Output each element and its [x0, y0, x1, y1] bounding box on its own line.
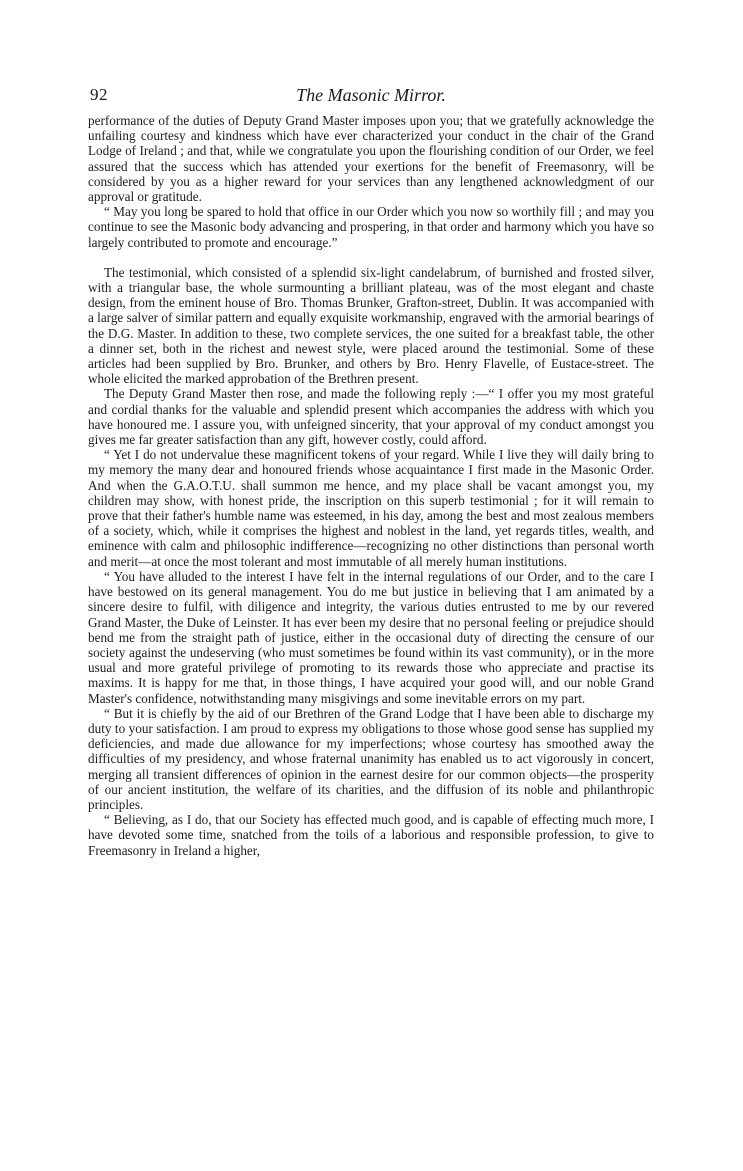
paragraph-reply-opening: The Deputy Grand Master then rose, and made the following reply :—“ I offer you my most grateful and cordial thanks for the valuable and splendid present which accompanies the address with which you have honoured me. I assure you, with unfeigned sincerity, that your approval of my conduct amongst you gives me far greater satisfaction than any gift, however costly, could afford.: [88, 386, 654, 448]
paragraph-testimonial-description: The testimonial, which consisted of a splendid six-light candelabrum, of burnished and frosted silver, with a triangular base, the whole surmounting a brilliant plateau, was of the most elegant and chaste design, from the eminent house of Bro. Thomas Brunker, Grafton-street, Dublin. It was accompanied with a large salver of similar pattern and equally exquisite workmanship, engraved with the armorial bearings of the D.G. Master. In addition to these, two complete services, the one suited for a breakfast table, the other a dinner set, both in the richest and newest style, were placed around the testimonial. Some of these articles had been supplied by Bro. Brunker, and others by Bro. Henry Flavelle, of Eustace-street. The whole elicited the marked approbation of the Brethren present.: [88, 264, 654, 387]
paragraph-address-continued: performance of the duties of Deputy Grand Master imposes upon you; that we gratefully acknowledge the unfailing courtesy and kindness which have ever characterized your conduct in the chair of the Grand Lodge of Ireland ; and that, while we congratulate you upon the flourishing condition of our Order, we feel assured that the success which has attended your exertions for the benefit of Freemasonry, will be considered by you as a higher reward for your services than any lengthened acknowledgment of our approval or gratitude.: [88, 113, 654, 205]
running-title: The Masonic Mirror.: [296, 85, 446, 105]
article-body: [88, 113, 654, 858]
paragraph-reply-brethren: “ But it is chiefly by the aid of our Brethren of the Grand Lodge that I have been able to discharge my duty to your satisfaction. I am proud to express my obligations to those whose good sense has supplied my deficiencies, and made due allowance for my imperfections; whose courtesy has smoothed away the difficulties of my presidency, and whose fraternal unanimity has enabled us to act vigorously in concert, merging all transient differences of opinion in the earnest desire for our common objects—the prosperity of our ancient institution, the welfare of its charities, and the diffusion of its noble and philanthropic principles.: [88, 705, 654, 812]
page-header: [88, 83, 654, 113]
paragraph-address-closing: “ May you long be spared to hold that office in our Order which you now so worthily fill ; and may you continue to see the Masonic body advancing and prospering, in that order and harmony which you have so largely contributed to promote and encourage.”: [88, 204, 654, 250]
paragraph-reply-society: “ Believing, as I do, that our Society has effected much good, and is capable of effecting much more, I have devoted some time, snatched from the toils of a laborious and responsible profession, to give to Freemasonry in Ireland a higher,: [88, 812, 654, 858]
page-number: 92: [90, 85, 108, 104]
paragraph-reply-tokens: “ Yet I do not undervalue these magnificent tokens of your regard. While I live they will daily bring to my memory the many dear and honoured friends whose acquaintance I first made in the Masonic Order. And when the G.A.O.T.U. shall summon me hence, and my place shall be vacant amongst you, my children may show, with honest pride, the inscription on this superb testimonial ; for it will remain to prove that their father's humble name was esteemed, in his day, among the best and most zealous members of a society, which, while it comprises the highest and noblest in the land, yet regards titles, wealth, and eminence with calm and philosophic indifference—recognizing no other distinctions than personal worth and merit—at once the most tolerant and most immutable of all merely human institutions.: [88, 447, 654, 569]
paragraph-reply-regulations: “ You have alluded to the interest I have felt in the internal regulations of our Order, and to the care I have bestowed on its general management. You do me but justice in believing that I am animated by a sincere desire to fulfil, with diligence and integrity, the various duties entrusted to me by our revered Grand Master, the Duke of Leinster. It has ever been my desire that no personal feeling or prejudice should bend me from the straight path of justice, either in the occasional duty of directing the censure of our society against the undeserving (who must sometimes be found within its vast community), or in the more usual and more grateful privilege of promoting to its rewards those who appreciate and practise its maxims. It is happy for me that, in those things, I have acquired your good will, and our noble Grand Master's confidence, notwithstanding many misgivings and some inevitable errors on my part.: [88, 568, 654, 706]
magazine-page: [88, 83, 654, 858]
